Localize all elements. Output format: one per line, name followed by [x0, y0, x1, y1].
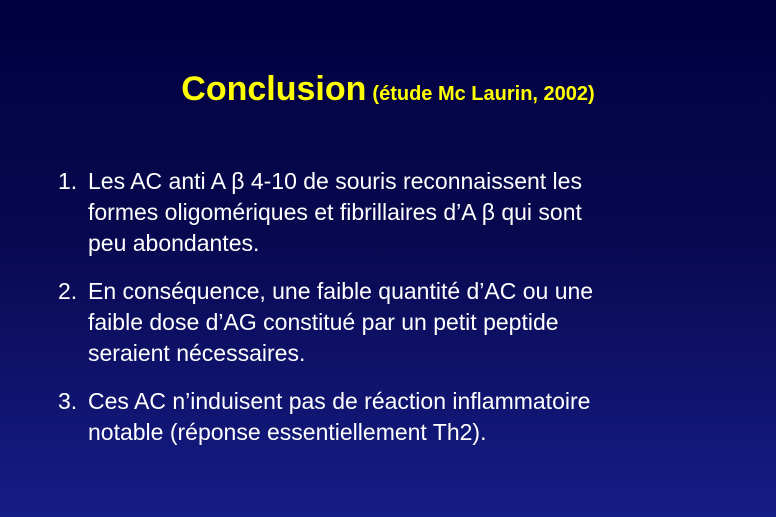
slide-title — [0, 70, 776, 109]
item-number: 3. — [58, 388, 78, 414]
list-item — [58, 276, 758, 369]
list-item — [58, 386, 758, 448]
item-number: 1. — [58, 168, 78, 194]
title-subtitle: (étude Mc Laurin, 2002) — [372, 83, 595, 105]
item-text: Ces AC n’induisent pas de réaction inflammatoire notable (réponse essentiellement Th2). — [88, 388, 591, 445]
title-main: Conclusion — [181, 70, 367, 108]
item-text: Les AC anti A β 4-10 de souris reconnaissent les formes oligomériques et fibrillaires d’A β qui sont peu abondantes. — [88, 168, 582, 256]
item-number: 2. — [58, 278, 78, 304]
conclusion-list — [58, 166, 758, 465]
item-text: En conséquence, une faible quantité d’AC ou une faible dose d’AG constitué par un petit peptide seraient nécessaires. — [88, 278, 594, 366]
list-item — [58, 166, 758, 259]
